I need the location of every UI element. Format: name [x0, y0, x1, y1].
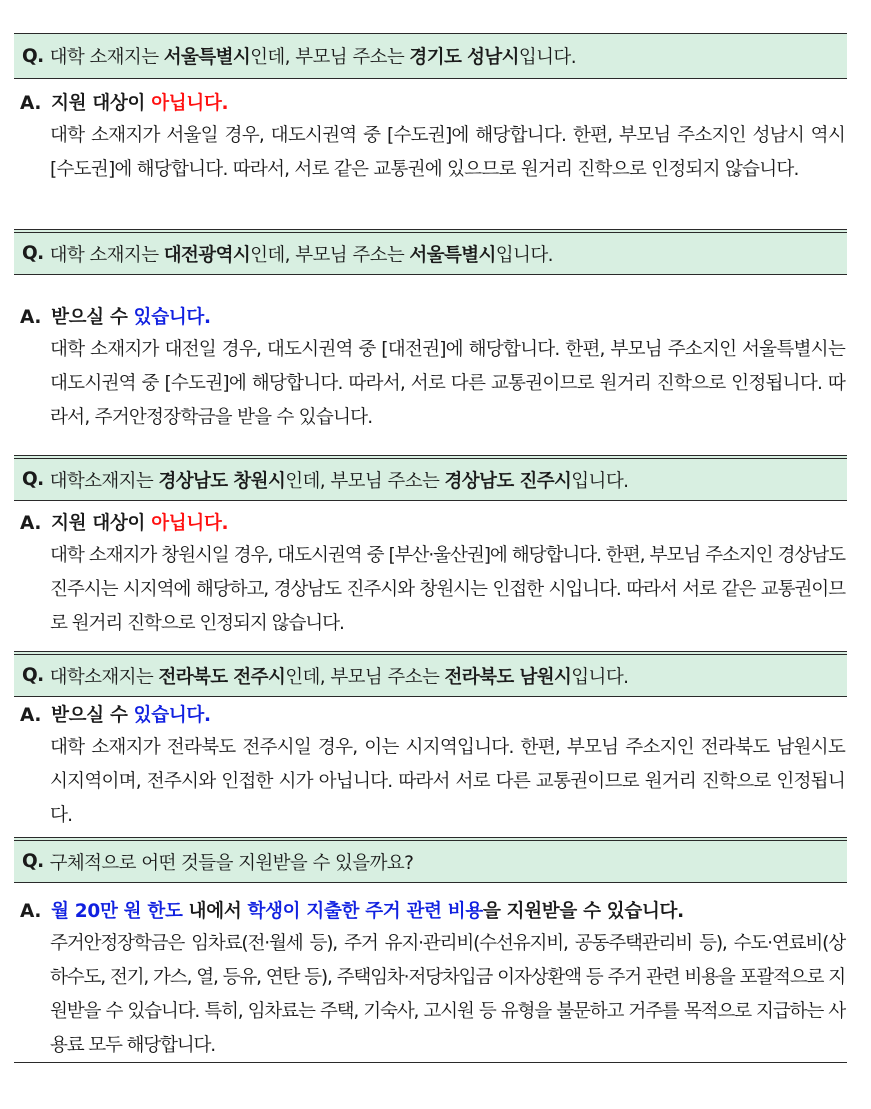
faq-document	[14, 33, 847, 1063]
answer-highlight-limit: 월 20만 원 한도	[51, 901, 183, 922]
question-5	[14, 837, 847, 883]
question-text: 대학 소재지는 대전광역시인데, 부모님 주소는 서울특별시입니다.	[49, 244, 553, 266]
answer-marker: A.	[20, 705, 42, 726]
answer-5	[14, 883, 847, 1063]
answer-highlight: 있습니다.	[133, 705, 211, 726]
question-4	[14, 651, 847, 697]
question-3	[14, 455, 847, 501]
question-marker: Q.	[22, 243, 44, 264]
answer-highlight: 아닙니다.	[151, 93, 229, 114]
question-marker: Q.	[22, 45, 44, 67]
answer-highlight-costs: 학생이 지출한 주거 관련 비용	[247, 901, 483, 922]
question-1	[14, 33, 847, 79]
answer-heading: A. 받으실 수 있습니다.	[20, 705, 211, 726]
answer-body: 대학 소재지가 서울일 경우, 대도시권역 중 [수도권]에 해당합니다. 한편, 부모님 주소지인 성남시 역시 [수도권]에 해당합니다. 따라서, 서로 같은 교통권에 있으므로 원거리 진학으로 인정되지 않습니다.	[50, 125, 845, 180]
answer-body: 대학 소재지가 전라북도 전주시일 경우, 이는 시지역입니다. 한편, 부모님 주소지인 전라북도 남원시도 시지역이며, 전주시와 인접한 시가 아닙니다. 따라서 서로 다른 교통권이므로 원거리 진학으로 인정됩니다.	[50, 737, 845, 826]
question-text: 대학 소재지는 서울특별시인데, 부모님 주소는 경기도 성남시입니다.	[49, 47, 576, 68]
question-marker: Q.	[22, 469, 44, 490]
answer-body: 대학 소재지가 대전일 경우, 대도시권역 중 [대전권]에 해당합니다. 한편, 부모님 주소지인 서울특별시는 대도시권역 중 [수도권]에 해당합니다. 따라서, 서로 다른 교통권이므로 원거리 진학으로 인정됩니다. 따라서, 주거안정장학금을 받을 수 있습니다.	[50, 339, 845, 428]
answer-body: 주거안정장학금은 임차료(전·월세 등), 주거 유지·관리비(수선유지비, 공동주택관리비 등), 수도·연료비(상하수도, 전기, 가스, 열, 등유, 연탄 등), 주택임차·저당차입금 이자상환액 등 주거 관련 비용을 포괄적으로 지원받을 수 있습니다. 특히, 임차료는 주택, 기숙사, 고시원 등 유형을 불문하고 거주를 목적으로 지급하는 사용료 모두 해당합니다.	[50, 933, 845, 1056]
answer-marker: A.	[20, 901, 42, 922]
question-text: 구체적으로 어떤 것들을 지원받을 수 있을까요?	[49, 852, 414, 874]
answer-3	[14, 501, 847, 651]
question-text: 대학소재지는 전라북도 전주시인데, 부모님 주소는 전라북도 남원시입니다.	[49, 666, 629, 688]
answer-2	[14, 275, 847, 455]
answer-body: 대학 소재지가 창원시일 경우, 대도시권역 중 [부산·울산권]에 해당합니다. 한편, 부모님 주소지인 경상남도 진주시는 시지역에 해당하고, 경상남도 진주시와 창원시는 인접한 시입니다. 따라서 서로 같은 교통권이므로 원거리 진학으로 인정되지 않습니다.	[50, 545, 845, 634]
answer-marker: A.	[20, 513, 42, 534]
answer-heading: A. 월 20만 원 한도 내에서 학생이 지출한 주거 관련 비용을 지원받을 수 있습니다.	[20, 901, 684, 922]
answer-1	[14, 79, 847, 229]
answer-highlight: 있습니다.	[133, 307, 211, 328]
question-marker: Q.	[22, 851, 44, 872]
question-text: 대학소재지는 경상남도 창원시인데, 부모님 주소는 경상남도 진주시입니다.	[49, 470, 629, 492]
answer-highlight: 아닙니다.	[151, 513, 229, 534]
question-marker: Q.	[22, 665, 44, 686]
answer-heading: A. 지원 대상이 아닙니다.	[20, 93, 229, 114]
answer-heading: A. 받으실 수 있습니다.	[20, 307, 211, 328]
answer-4	[14, 697, 847, 837]
question-2	[14, 229, 847, 275]
answer-heading: A. 지원 대상이 아닙니다.	[20, 513, 229, 534]
answer-marker: A.	[20, 93, 42, 114]
answer-marker: A.	[20, 307, 42, 328]
